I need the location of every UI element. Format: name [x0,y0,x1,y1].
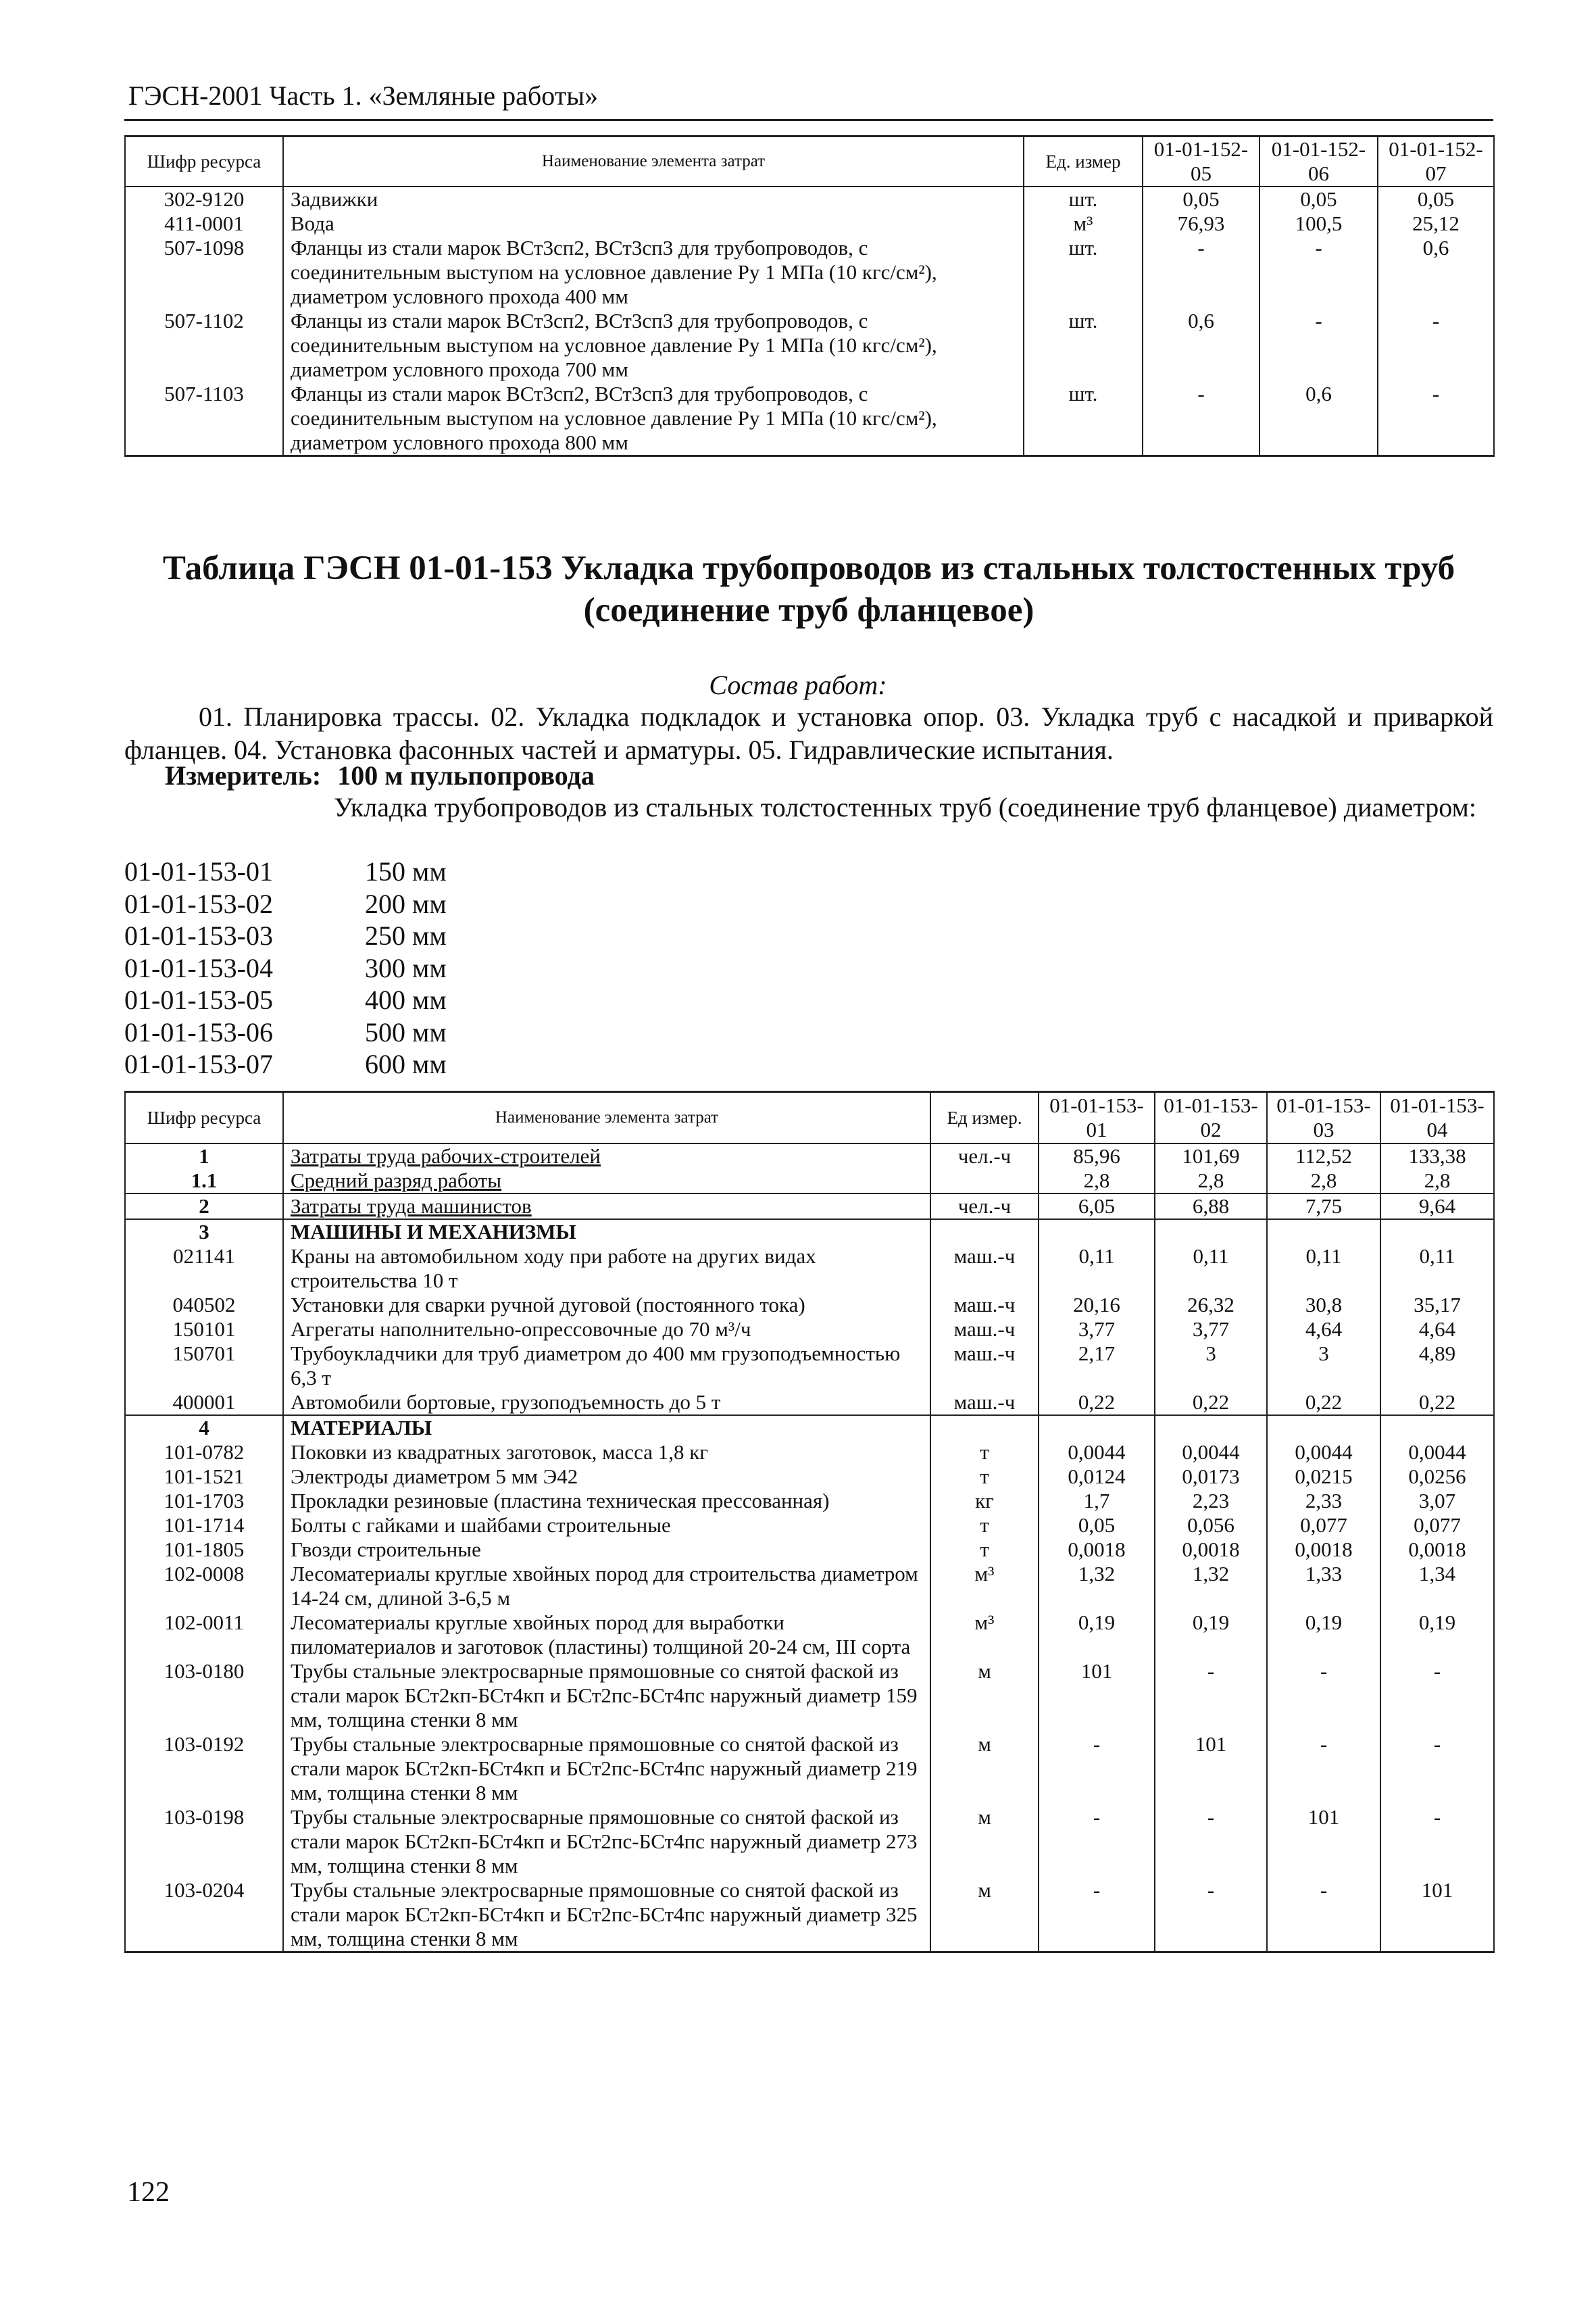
value-cell: 2,33 [1267,1489,1380,1513]
resource-code: 302-9120 [125,187,283,212]
value-cell: - [1378,382,1494,456]
col-header-code: Шифр ресурса [125,1092,283,1143]
value-cell: 2,8 [1155,1168,1267,1193]
resource-code: 101-1714 [125,1513,283,1537]
resource-name: Трубы стальные электросварные прямошовные со снятой фаской из стали марок БСт2кп-БСт4кп и БСт2пс-БСт4пс наружный диаметр 273 мм, толщина стенки 8 мм [283,1805,930,1878]
resource-name: Прокладки резиновые (пластина техническая прессованная) [283,1489,930,1513]
variants-list [124,856,447,1081]
value-cell: 0,0044 [1380,1440,1494,1464]
value-cell: 0,056 [1155,1513,1267,1537]
table-row [125,1732,1494,1805]
resource-code: 101-1703 [125,1489,283,1513]
variant-item [124,856,447,888]
table-row [125,309,1494,382]
unit-cell: м³ [930,1610,1039,1659]
unit-cell [930,1219,1039,1244]
table-row [125,1537,1494,1562]
value-cell: 3 [1267,1341,1380,1390]
col-header-153-03: 01-01-153-03 [1267,1092,1380,1143]
col-header-153-01: 01-01-153-01 [1039,1092,1155,1143]
resource-code: 103-0204 [125,1878,283,1952]
variant-item [124,1048,447,1081]
variant-code: 01-01-153-02 [124,888,273,919]
value-cell: 0,11 [1267,1244,1380,1293]
table-row [125,1293,1494,1317]
measure-line [165,760,595,791]
col-header-unit: Ед измер. [930,1092,1039,1143]
resource-code: 400001 [125,1390,283,1415]
unit-cell: шт. [1024,382,1143,456]
value-cell: 101 [1039,1659,1155,1732]
col-header-152-06: 01-01-152-06 [1260,137,1378,187]
resource-code: 4 [125,1415,283,1440]
value-cell: 0,19 [1267,1610,1380,1659]
resource-code: 1 [125,1143,283,1168]
resource-code: 102-0008 [125,1562,283,1610]
value-cell: 0,077 [1267,1513,1380,1537]
value-cell: 0,0018 [1039,1537,1155,1562]
unit-cell [930,1168,1039,1193]
resource-name: Трубоукладчики для труб диаметром до 400 мм грузоподъемностью 6,3 т [283,1341,930,1390]
resource-code: 2 [125,1193,283,1219]
unit-cell [930,1415,1039,1440]
value-cell [1267,1219,1380,1244]
value-cell: 0,0018 [1380,1537,1494,1562]
unit-cell: маш.-ч [930,1293,1039,1317]
unit-cell: т [930,1537,1039,1562]
unit-cell: маш.-ч [930,1244,1039,1293]
resource-name: Фланцы из стали марок ВСт3сп2, ВСт3сп3 для трубопроводов, с соединительным выступом на условное давление Ру 1 МПа (10 кгс/см²), диаметром условного прохода 700 мм [283,309,1024,382]
col-header-152-05: 01-01-152-05 [1143,137,1260,187]
resource-name: Болты с гайками и шайбами строительные [283,1513,930,1537]
value-cell: 0,6 [1143,309,1260,382]
value-cell: - [1380,1732,1494,1805]
value-cell: 2,8 [1267,1168,1380,1193]
value-cell: - [1155,1878,1267,1952]
unit-cell: м [930,1805,1039,1878]
col-header-name: Наименование элемента затрат [283,137,1024,187]
resource-name: Трубы стальные электросварные прямошовные со снятой фаской из стали марок БСт2кп-БСт4кп и БСт2пс-БСт4пс наружный диаметр 159 мм, толщина стенки 8 мм [283,1659,930,1732]
measure-value: 100 м пульпопровода [337,760,595,791]
variant-code: 01-01-153-07 [124,1049,273,1079]
col-header-153-04: 01-01-153-04 [1380,1092,1494,1143]
table-row [125,1610,1494,1659]
table-row [125,1219,1494,1244]
work-heading: Состав работ: [709,670,887,700]
value-cell: 101 [1267,1805,1380,1878]
variant-size: 300 мм [365,952,447,983]
value-cell: 0,0018 [1155,1537,1267,1562]
variant-item [124,920,447,952]
value-cell [1039,1219,1155,1244]
variant-item [124,952,447,985]
table-row [125,236,1494,309]
resource-code: 101-1805 [125,1537,283,1562]
value-cell: - [1267,1659,1380,1732]
resource-name: Фланцы из стали марок ВСт3сп2, ВСт3сп3 для трубопроводов, с соединительным выступом на условное давление Ру 1 МПа (10 кгс/см²), диаметром условного прохода 800 мм [283,382,1024,456]
section-heading: МАШИНЫ И МЕХАНИЗМЫ [283,1219,930,1244]
value-cell: - [1267,1732,1380,1805]
section-heading: МАТЕРИАЛЫ [283,1415,930,1440]
value-cell: 101 [1380,1878,1494,1952]
resource-code: 411-0001 [125,212,283,236]
unit-cell: чел.-ч [930,1193,1039,1219]
unit-cell: шт. [1024,187,1143,212]
variant-size: 400 мм [365,985,447,1015]
value-cell: 0,05 [1143,187,1260,212]
value-cell [1380,1415,1494,1440]
value-cell: - [1260,309,1378,382]
value-cell: 0,22 [1155,1390,1267,1415]
running-header: ГЭСН-2001 Часть 1. «Земляные работы» [128,80,599,111]
value-cell: 112,52 [1267,1143,1380,1168]
value-cell: 20,16 [1039,1293,1155,1317]
value-cell: - [1260,236,1378,309]
unit-cell: м³ [1024,212,1143,236]
unit-cell: м [930,1878,1039,1952]
variants-intro: Укладка трубопроводов из стальных толстостенных труб (соединение труб фланцевое) диаметром: [334,792,1476,822]
continuation-table [124,135,1495,457]
table-row [125,1168,1494,1193]
table-row [125,1878,1494,1952]
variant-code: 01-01-153-05 [124,985,273,1015]
col-header-153-02: 01-01-153-02 [1155,1092,1267,1143]
table-row [125,1805,1494,1878]
resource-code: 3 [125,1219,283,1244]
table-row [125,1562,1494,1610]
table-row [125,1464,1494,1489]
value-cell: 35,17 [1380,1293,1494,1317]
resource-code: 102-0011 [125,1610,283,1659]
resource-name: Электроды диаметром 5 мм Э42 [283,1464,930,1489]
col-header-unit: Ед. измер [1024,137,1143,187]
variant-code: 01-01-153-04 [124,952,273,983]
variant-item [124,1016,447,1049]
value-cell: 1,34 [1380,1562,1494,1610]
value-cell: 0,6 [1260,382,1378,456]
resource-name: Краны на автомобильном ходу при работе на других видах строительства 10 т [283,1244,930,1293]
table-row [125,1489,1494,1513]
work-composition: 01. Планировка трассы. 02. Укладка подкладок и установка опор. 03. Укладка труб с насадкой и приваркой фланцев. 04. Установка фасонных частей и арматуры. 05. Гидравлические испытания. [124,701,1493,765]
variant-size: 250 мм [365,920,447,951]
resource-code: 103-0198 [125,1805,283,1878]
table-row [125,1659,1494,1732]
page-number: 122 [127,2177,170,2208]
measure-label: Измеритель: [165,760,322,791]
resource-code: 1.1 [125,1168,283,1193]
value-cell: 30,8 [1267,1293,1380,1317]
value-cell: 133,38 [1380,1143,1494,1168]
value-cell: 0,11 [1155,1244,1267,1293]
value-cell [1267,1415,1380,1440]
resource-name: Установки для сварки ручной дуговой (постоянного тока) [283,1293,930,1317]
value-cell: 3,77 [1039,1317,1155,1341]
unit-cell: маш.-ч [930,1317,1039,1341]
table-row [125,1390,1494,1415]
value-cell: 1,7 [1039,1489,1155,1513]
value-cell: 0,0124 [1039,1464,1155,1489]
variant-size: 150 мм [365,856,447,887]
value-cell: 0,0044 [1267,1440,1380,1464]
value-cell [1155,1219,1267,1244]
value-cell: 0,11 [1039,1244,1155,1293]
unit-cell: м³ [930,1562,1039,1610]
resource-code: 150101 [125,1317,283,1341]
value-cell: 0,0256 [1380,1464,1494,1489]
value-cell: 0,19 [1380,1610,1494,1659]
value-cell: 0,11 [1380,1244,1494,1293]
value-cell: 3 [1155,1341,1267,1390]
value-cell: 0,0173 [1155,1464,1267,1489]
continuation-table-body [125,187,1494,456]
table-row [125,187,1494,212]
resource-table-body [125,1143,1494,1952]
col-header-152-07: 01-01-152-07 [1378,137,1494,187]
value-cell: - [1039,1805,1155,1878]
value-cell: 3,77 [1155,1317,1267,1341]
unit-cell: маш.-ч [930,1390,1039,1415]
resource-code: 103-0180 [125,1659,283,1732]
variant-size: 600 мм [365,1049,447,1079]
value-cell [1155,1415,1267,1440]
resource-name: Затраты труда машинистов [283,1193,930,1219]
resource-name: Лесоматериалы круглые хвойных пород для выработки пиломатериалов и заготовок (пластины) толщиной 20-24 см, III сорта [283,1610,930,1659]
unit-cell: чел.-ч [930,1143,1039,1168]
value-cell: 1,32 [1155,1562,1267,1610]
value-cell: 25,12 [1378,212,1494,236]
resource-name: Трубы стальные электросварные прямошовные со снятой фаской из стали марок БСт2кп-БСт4кп и БСт2пс-БСт4пс наружный диаметр 219 мм, толщина стенки 8 мм [283,1732,930,1805]
table-title: Таблица ГЭСН 01-01-153 Укладка трубопроводов из стальных толстостенных труб (соединение труб фланцевое) [162,549,1455,629]
value-cell: 2,17 [1039,1341,1155,1390]
unit-cell: кг [930,1489,1039,1513]
resource-name: Автомобили бортовые, грузоподъемность до 5 т [283,1390,930,1415]
resource-name: Затраты труда рабочих-строителей [283,1143,930,1168]
value-cell: - [1143,382,1260,456]
value-cell: 0,19 [1155,1610,1267,1659]
value-cell: - [1143,236,1260,309]
table-row [125,212,1494,236]
variant-size: 200 мм [365,888,447,919]
unit-cell: м [930,1659,1039,1732]
resource-code: 507-1103 [125,382,283,456]
value-cell: 0,077 [1380,1513,1494,1537]
value-cell: 85,96 [1039,1143,1155,1168]
value-cell [1380,1219,1494,1244]
value-cell: 2,8 [1039,1168,1155,1193]
resource-code: 507-1102 [125,309,283,382]
value-cell: 0,0044 [1039,1440,1155,1464]
value-cell: 26,32 [1155,1293,1267,1317]
value-cell: 101,69 [1155,1143,1267,1168]
table-row [125,382,1494,456]
resource-name: Лесоматериалы круглые хвойных пород для строительства диаметром 14-24 см, длиной 3-6,5 м [283,1562,930,1610]
table-row [125,1143,1494,1168]
value-cell: - [1039,1732,1155,1805]
resource-name: Поковки из квадратных заготовок, масса 1,8 кг [283,1440,930,1464]
variant-item [124,984,447,1016]
table-row [125,1244,1494,1293]
resource-name: Вода [283,212,1024,236]
col-header-code: Шифр ресурса [125,137,283,187]
unit-cell: маш.-ч [930,1341,1039,1390]
header-rule [124,119,1493,121]
value-cell: 0,0018 [1267,1537,1380,1562]
value-cell: 0,0215 [1267,1464,1380,1489]
value-cell: 1,32 [1039,1562,1155,1610]
table-row [125,1193,1494,1219]
value-cell: 101 [1155,1732,1267,1805]
unit-cell: шт. [1024,236,1143,309]
value-cell: - [1378,309,1494,382]
value-cell: 1,33 [1267,1562,1380,1610]
value-cell: 0,19 [1039,1610,1155,1659]
value-cell: 6,88 [1155,1193,1267,1219]
resource-code: 101-0782 [125,1440,283,1464]
unit-cell: шт. [1024,309,1143,382]
table-row [125,1513,1494,1537]
value-cell: - [1380,1805,1494,1878]
resource-name: Гвозди строительные [283,1537,930,1562]
value-cell [1039,1415,1155,1440]
value-cell: 4,64 [1267,1317,1380,1341]
value-cell: - [1155,1805,1267,1878]
resource-code: 150701 [125,1341,283,1390]
value-cell: - [1267,1878,1380,1952]
variant-size: 500 мм [365,1016,447,1048]
value-cell: 7,75 [1267,1193,1380,1219]
value-cell: 0,6 [1378,236,1494,309]
table-row [125,1341,1494,1390]
unit-cell: м [930,1732,1039,1805]
resource-code: 507-1098 [125,236,283,309]
value-cell: 6,05 [1039,1193,1155,1219]
value-cell: 9,64 [1380,1193,1494,1219]
value-cell: 0,05 [1039,1513,1155,1537]
resource-table [124,1091,1495,1953]
table-row [125,1415,1494,1440]
value-cell: - [1380,1659,1494,1732]
value-cell: 3,07 [1380,1489,1494,1513]
resource-name: Средний разряд работы [283,1168,930,1193]
value-cell: 0,22 [1039,1390,1155,1415]
value-cell: 4,64 [1380,1317,1494,1341]
unit-cell: т [930,1440,1039,1464]
value-cell: 100,5 [1260,212,1378,236]
value-cell: - [1155,1659,1267,1732]
variant-item [124,888,447,920]
table-row [125,1440,1494,1464]
unit-cell: т [930,1513,1039,1537]
col-header-name: Наименование элемента затрат [283,1092,930,1143]
resource-code: 021141 [125,1244,283,1293]
value-cell: - [1039,1878,1155,1952]
table-row [125,1317,1494,1341]
resource-name: Трубы стальные электросварные прямошовные со снятой фаской из стали марок БСт2кп-БСт4кп и БСт2пс-БСт4пс наружный диаметр 325 мм, толщина стенки 8 мм [283,1878,930,1952]
value-cell: 2,23 [1155,1489,1267,1513]
resource-code: 103-0192 [125,1732,283,1805]
variant-code: 01-01-153-06 [124,1016,273,1048]
value-cell: 76,93 [1143,212,1260,236]
value-cell: 2,8 [1380,1168,1494,1193]
value-cell: 0,05 [1378,187,1494,212]
variant-code: 01-01-153-03 [124,920,273,951]
value-cell: 0,0044 [1155,1440,1267,1464]
resource-code: 101-1521 [125,1464,283,1489]
resource-name: Задвижки [283,187,1024,212]
value-cell: 0,22 [1267,1390,1380,1415]
resource-name: Агрегаты наполнительно-опрессовочные до 70 м³/ч [283,1317,930,1341]
value-cell: 0,05 [1260,187,1378,212]
variant-code: 01-01-153-01 [124,856,273,887]
value-cell: 0,22 [1380,1390,1494,1415]
resource-name: Фланцы из стали марок ВСт3сп2, ВСт3сп3 для трубопроводов, с соединительным выступом на условное давление Ру 1 МПа (10 кгс/см²), диаметром условного прохода 400 мм [283,236,1024,309]
resource-code: 040502 [125,1293,283,1317]
unit-cell: т [930,1464,1039,1489]
value-cell: 4,89 [1380,1341,1494,1390]
